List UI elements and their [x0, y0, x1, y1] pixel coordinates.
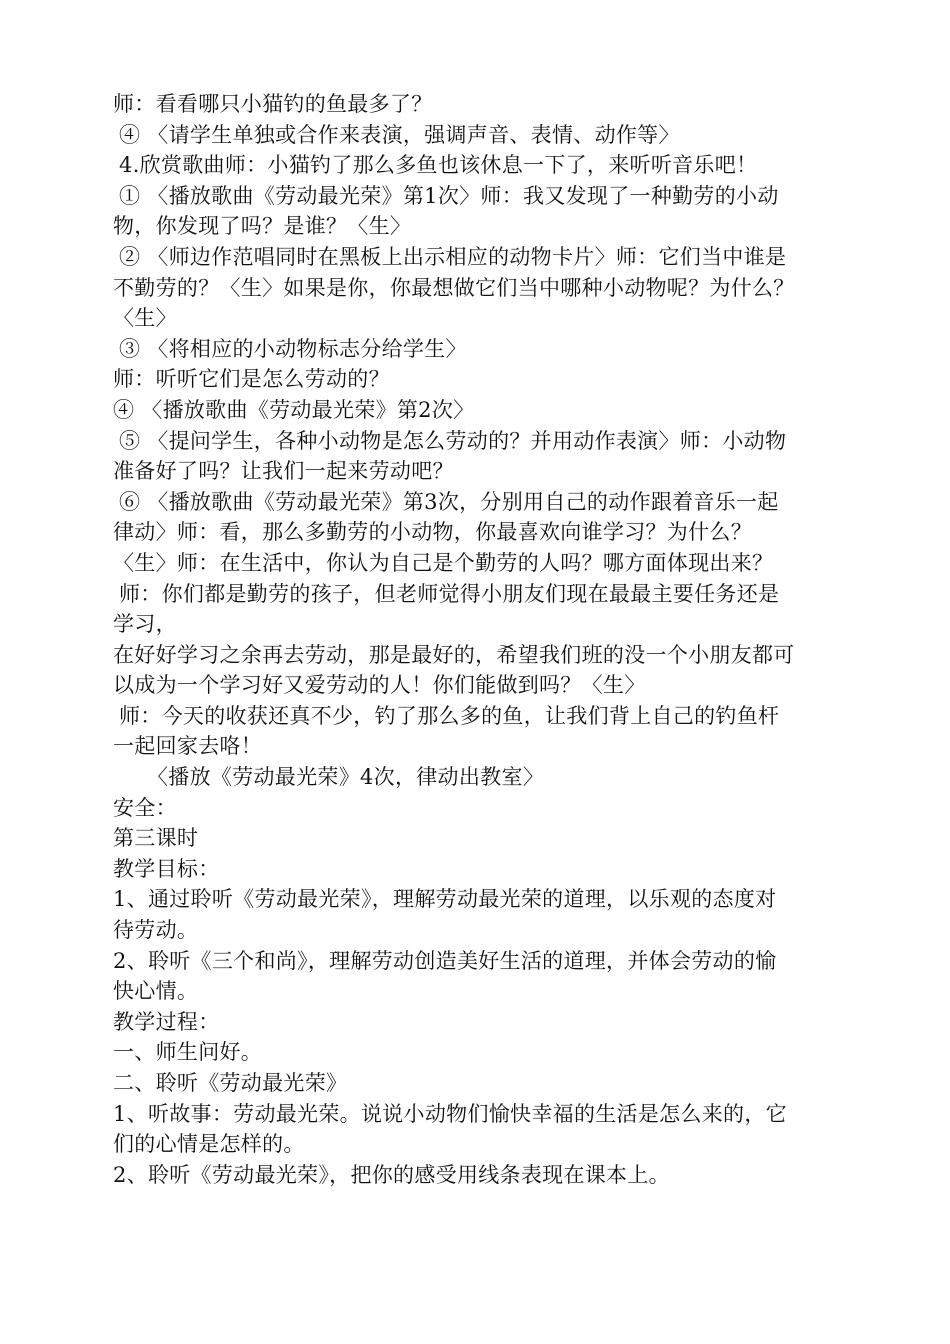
text-line: 师：你们都是勤劳的孩子，但老师觉得小朋友们现在最最主要任务还是 — [119, 581, 780, 606]
text-line: ④ 〈请学生单独或合作来表演，强调声音、表情、动作等〉 — [119, 122, 680, 147]
text-line: 教学过程： — [113, 1009, 220, 1034]
text-line: 在好好学习之余再去劳动，那是最好的，希望我们班的没一个小朋友都可 — [113, 642, 795, 667]
text-line: 4.欣赏歌曲师：小猫钓了那么多鱼也该休息一下了，来听听音乐吧！ — [119, 153, 758, 178]
text-line: 一起回家去咯！ — [113, 734, 263, 759]
text-line: 不勤劳的？〈生〉如果是你，你最想做它们当中哪种小动物呢？为什么？ — [113, 275, 795, 300]
text-line: 快心情。 — [113, 979, 199, 1004]
text-line: 律动〉师：看，那么多勤劳的小动物，你最喜欢向谁学习？为什么？ — [113, 520, 752, 545]
text-line: 〈播放《劳动最光荣》4次，律动出教室〉 — [147, 765, 545, 790]
text-line: 2、聆听《三个和尚》，理解劳动创造美好生活的道理，并体会劳动的愉 — [113, 948, 777, 973]
text-line: ⑤ 〈提问学生，各种小动物是怎么劳动的？并用动作表演〉师：小动物 — [119, 428, 787, 453]
text-line: 1、听故事：劳动最光荣。说说小动物们愉快幸福的生活是怎么来的，它 — [113, 1101, 787, 1126]
text-line: 一、师生问好。 — [113, 1040, 263, 1065]
text-line: 师：听听它们是怎么劳动的？ — [113, 367, 390, 392]
text-line: 1、通过聆听《劳动最光荣》，理解劳动最光荣的道理，以乐观的态度对 — [113, 887, 777, 912]
text-line: ④ 〈播放歌曲《劳动最光荣》第2次〉 — [113, 397, 475, 422]
text-line: 师：看看哪只小猫钓的鱼最多了？ — [113, 92, 433, 116]
text-line: 师：今天的收获还真不少，钓了那么多的鱼，让我们背上自己的钓鱼杆 — [119, 703, 780, 728]
text-line: 学习， — [113, 612, 177, 637]
text-line: ③ 〈将相应的小动物标志分给学生〉 — [119, 336, 467, 361]
text-line: 物，你发现了吗？是谁？〈生〉 — [113, 214, 412, 239]
text-line: 教学目标： — [113, 856, 220, 881]
text-line: 待劳动。 — [113, 918, 199, 943]
text-line: ⑥ 〈播放歌曲《劳动最光荣》第3次，分别用自己的动作跟着音乐一起 — [119, 489, 779, 514]
text-line: 2、聆听《劳动最光荣》，把你的感受用线条表现在课本上。 — [113, 1162, 670, 1187]
text-line: 以成为一个学习好又爱劳动的人！你们能做到吗？〈生〉 — [113, 673, 646, 698]
lesson-plan-text — [113, 89, 861, 1190]
text-line: 准备好了吗？让我们一起来劳动吧？ — [113, 459, 454, 484]
text-line: 们的心情是怎样的。 — [113, 1132, 305, 1157]
text-line: ① 〈播放歌曲《劳动最光荣》第1次〉师：我又发现了一种勤劳的小动 — [119, 183, 779, 208]
text-line: 二、聆听《劳动最光荣》 — [113, 1071, 348, 1095]
text-line: 第三课时 — [113, 826, 199, 851]
text-line: ② 〈师边作范唱同时在黑板上出示相应的动物卡片〉师：它们当中谁是 — [119, 244, 787, 269]
text-line: 〈生〉 — [113, 306, 177, 331]
text-line: 安全： — [113, 795, 177, 820]
text-line: 〈生〉师：在生活中，你认为自己是个勤劳的人吗？哪方面体现出来？ — [113, 550, 774, 575]
